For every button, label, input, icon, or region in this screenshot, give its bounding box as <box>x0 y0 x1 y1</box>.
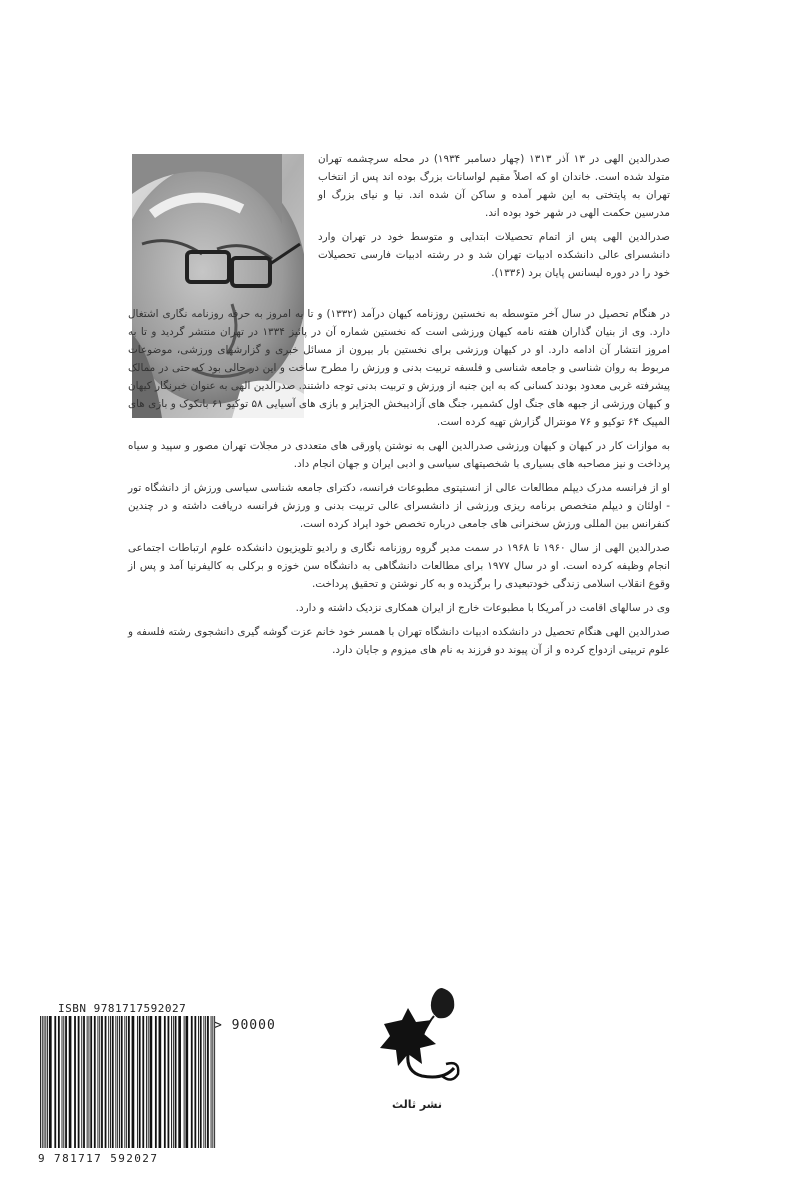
biography-intro <box>318 150 670 288</box>
barcode-bar <box>200 1016 202 1148</box>
barcode-bar <box>69 1016 72 1148</box>
barcode-bar <box>49 1016 52 1148</box>
barcode-bar <box>121 1016 123 1148</box>
barcode-bar <box>45 1016 46 1148</box>
barcode-bar <box>63 1016 64 1148</box>
bio-paragraph: صدرالدین الهی هنگام تحصیل در دانشکده ادبیات دانشگاه تهران با همسر خود خانم عزت گوشه گیری دانشجوی رشته فلسفه و علوم تربیتی ازدواج کرده و از آن پیوند دو فرزند به نام های میزوم و جایان دارد. <box>128 626 670 656</box>
barcode-bar <box>105 1016 107 1148</box>
barcode-bar <box>119 1016 120 1148</box>
barcode-bar <box>42 1016 43 1148</box>
barcode-bar <box>171 1016 172 1148</box>
bio-paragraph: او از فرانسه مدرک دیپلم مطالعات عالی از انستیتوی مطبوعات فرانسه، دکترای جامعه شناسی سیاسی ورزش از دانشگاه تور - اولئان و دیپلم متخصص برنامه ریزی ورزشی از دانشسرای عالی تربیت بدنی و ورزش فرانسه دریافت داشته و در چندین کنفرانس بین المللی ورزش سخنرانی های جامعی درباره تخصص خود ایراد کرده است. <box>128 482 670 530</box>
isbn-barcode <box>38 1016 220 1152</box>
barcode-bar <box>212 1016 213 1148</box>
barcode-bar <box>47 1016 48 1148</box>
barcode-bar <box>159 1016 162 1148</box>
biography-body <box>128 305 670 665</box>
barcode-bar <box>90 1016 92 1148</box>
barcode-bar <box>97 1016 98 1148</box>
barcode-bar <box>139 1016 141 1148</box>
barcode-bar <box>78 1016 80 1148</box>
price-code <box>214 1018 276 1033</box>
barcode-bar <box>185 1016 188 1148</box>
barcode-bar <box>205 1016 206 1148</box>
barcode-bar <box>178 1016 181 1148</box>
grape-leaf-logo <box>364 984 474 1094</box>
bio-paragraph: وی در سالهای اقامت در آمریکا با مطبوعات خارج از ایران همکاری نزدیک داشته و دارد. <box>295 602 670 614</box>
barcode-bar <box>62 1016 63 1148</box>
bio-paragraph: به موازات کار در کیهان و کیهان ورزشی صدرالدین الهی به نوشتن پاورقی های متعددی در مجلات تهران مصور و سپید و سیاه پرداخت و نیز مصاحبه های بسیاری با شخصیتهای سیاسی و ادبی ایران و جهان انجام داد. <box>128 440 670 470</box>
barcode-bar <box>112 1016 114 1148</box>
barcode-bar <box>87 1016 88 1148</box>
bio-paragraph: صدرالدین الهی پس از اتمام تحصیلات ابتدایی و متوسط خود در تهران وارد دانشسرای عالی دانشکده ادبیات تهران شد و در رشته ادبیات فارسی تحصیلات خود را در دوره لیسانس پایان برد (۱۳۳۶). <box>318 231 670 279</box>
barcode-bar <box>99 1016 100 1148</box>
barcode-bar <box>101 1016 103 1148</box>
barcode-bar <box>58 1016 60 1148</box>
barcode-bar <box>88 1016 89 1148</box>
barcode-bar <box>115 1016 116 1148</box>
bio-paragraph: صدرالدین الهی از سال ۱۹۶۰ تا ۱۹۶۸ در سمت مدیر گروه روزنامه نگاری و رادیو تلویزیون دانشکده علوم ارتباطات اجتماعی انجام وظیفه کرده است. او در سال ۱۹۷۷ برای مطالعات دانشگاهی به دانشگاه سن خوزه و برکلی به کالیفرنیا آمد و پس از وقوع انقلاب اسلامی زندگی خودتبعیدی را برگزیده و به کار نوشتن و تحقیق پرداخت. <box>128 542 670 590</box>
barcode-bar <box>117 1016 118 1148</box>
barcode-bar <box>126 1016 127 1148</box>
barcode-bar <box>44 1016 45 1148</box>
barcode-bar <box>184 1016 185 1148</box>
barcode-bar <box>211 1016 212 1148</box>
price-digits: 90000 <box>231 1018 276 1033</box>
price-arrow: > <box>214 1018 223 1033</box>
barcode-bar <box>128 1016 130 1148</box>
barcode-bar <box>74 1016 76 1148</box>
bio-paragraph: صدرالدین الهی در ۱۳ آذر ۱۳۱۳ (چهار دسامبر ۱۹۳۴) در محله سرچشمه تهران متولد شده است. خاندان او که اصلاً مقیم لواسانات بزرگ بوده اند پس از انتخاب تهران به پایتختی به این شهر آمده و ساکن آن شده اند. نیا و نیای بزرگ او مدرسین حکمت الهی در شهر خود بوده اند. <box>318 153 671 219</box>
barcode-bar <box>148 1016 149 1148</box>
barcode-bar <box>203 1016 204 1148</box>
barcode-bar <box>132 1016 135 1148</box>
barcode-bar <box>110 1016 111 1148</box>
barcode-bar <box>164 1016 166 1148</box>
isbn-label: ISBN 9781717592027 <box>58 1002 187 1015</box>
publisher-name: نشر ثالث <box>391 1098 443 1111</box>
barcode-bar <box>54 1016 56 1148</box>
barcode-bar <box>94 1016 96 1148</box>
barcode-bar <box>207 1016 209 1148</box>
barcode-bar <box>124 1016 125 1148</box>
isbn-digits: 9 781717 592027 <box>38 1152 159 1165</box>
barcode-bar <box>175 1016 177 1148</box>
barcode-bar <box>194 1016 196 1148</box>
barcode-bar <box>65 1016 67 1148</box>
barcode-bar <box>81 1016 82 1148</box>
barcode-bar <box>83 1016 85 1148</box>
barcode-bar <box>198 1016 199 1148</box>
barcode-bar <box>137 1016 138 1148</box>
barcode-bar <box>146 1016 147 1148</box>
barcode-bar <box>155 1016 157 1148</box>
barcode-bar <box>214 1016 215 1148</box>
barcode-bar <box>150 1016 153 1148</box>
barcode-bar <box>191 1016 193 1148</box>
barcode-bar <box>40 1016 41 1148</box>
barcode-bar <box>142 1016 144 1148</box>
barcode-bar <box>168 1016 170 1148</box>
barcode-bar <box>108 1016 109 1148</box>
bio-paragraph: در هنگام تحصیل در سال آخر متوسطه به نخستین روزنامه کیهان درآمد (۱۳۳۲) و تا به امروز به حرفه روزنامه نگاری اشتغال دارد. وی از بنیان گذاران هفته نامه کیهان ورزشی است که نخستین شماره آن در پائیز ۱۳۳۴ در تهران منتشر گردید و تا به امروز انتشار آن ادامه دارد. او در کیهان ورزشی برای نخستین بار بیرون از مسائل خبری و گزارشهای ورزشی، موضوعات مربوط به روان شناسی و جامعه شناسی و فلسفه تربیت بدنی و ورزش را مطرح ساخت و این در حالی بود که حتی در ممالک پیشرفته غربی معدود بودند کسانی که به این جنبه از ورزش و تربیت بدنی توجه داشتند. صدرالدین الهی به عنوان خبرنگار کیهان و کیهان ورزشی از جبهه های جنگ اول کشمیر، جنگ های آزادیبخش الجزایر و بازی های آسیایی ۵۸ توکیو ۶۱ بانکوک و بازی های المپیک ۶۴ توکیو و ۷۶ مونترال گزارش تهیه کرده است. <box>128 308 670 428</box>
barcode-bar <box>173 1016 174 1148</box>
